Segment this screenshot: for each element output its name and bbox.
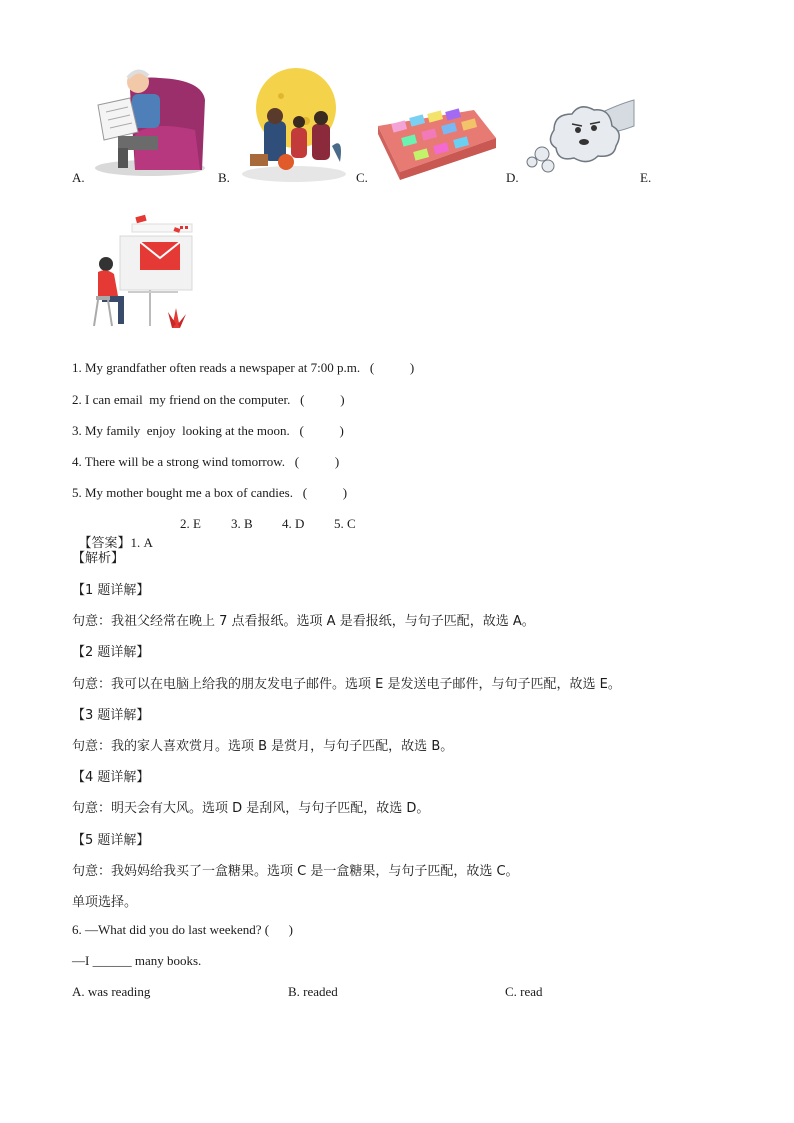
- analysis-2-head: 【2 题详解】: [72, 645, 150, 660]
- question-1: 1. My grandfather often reads a newspaper at 7:00 p.m. ( ): [72, 360, 415, 375]
- option-d-picture: [524, 96, 636, 180]
- option-c-letter: C.: [356, 170, 368, 185]
- question-3: 3. My family enjoy looking at the moon. ( ): [72, 423, 344, 438]
- option-d-letter: D.: [506, 170, 519, 185]
- answer-3: 3. B: [231, 516, 253, 531]
- analysis-2-text: 句意：我可以在电脑上给我的朋友发电子邮件。选项 E 是发送电子邮件，与句子匹配，故选 E。: [72, 677, 621, 692]
- question-6-choice-a: A. was reading: [72, 984, 151, 999]
- strong-wind-cloud-icon: [524, 96, 636, 180]
- woman-emailing-computer-icon: [88, 212, 200, 332]
- analysis-tag: 【解析】: [72, 551, 125, 566]
- analysis-3-text: 句意：我的家人喜欢赏月。选项 B 是赏月，与句子匹配，故选 B。: [72, 739, 454, 754]
- question-6-choice-b: B. readed: [288, 984, 338, 999]
- analysis-5-head: 【5 题详解】: [72, 833, 150, 848]
- option-b-letter: B.: [218, 170, 230, 185]
- answer-line: [72, 516, 153, 551]
- box-of-candies-icon: [374, 96, 498, 180]
- question-6-stem: 6. —What did you do last weekend? ( ): [72, 922, 293, 937]
- option-a-letter: A.: [72, 170, 85, 185]
- option-b-picture: [236, 66, 348, 184]
- answer-4: 4. D: [282, 516, 305, 531]
- grandfather-reading-newspaper-icon: [90, 60, 210, 180]
- answer-1: 1. A: [130, 535, 153, 550]
- question-2: 2. I can email my friend on the computer. ( ): [72, 392, 345, 407]
- analysis-4-head: 【4 题详解】: [72, 770, 150, 785]
- family-watching-moon-icon: [236, 66, 348, 184]
- analysis-1-text: 句意：我祖父经常在晚上 7 点看报纸。选项 A 是看报纸，与句子匹配，故选 A。: [72, 614, 535, 629]
- analysis-1-head: 【1 题详解】: [72, 583, 150, 598]
- analysis-5-text: 句意：我妈妈给我买了一盒糖果。选项 C 是一盒糖果，与句子匹配，故选 C。: [72, 864, 519, 879]
- section-title: 单项选择。: [72, 895, 138, 910]
- option-a-picture: [90, 60, 210, 180]
- option-c-picture: [374, 96, 498, 180]
- answer-2: 2. E: [180, 516, 201, 531]
- option-e-picture: [88, 212, 200, 332]
- answer-5: 5. C: [334, 516, 356, 531]
- answer-tag: 【答案】: [78, 536, 131, 551]
- question-4: 4. There will be a strong wind tomorrow. ( ): [72, 454, 340, 469]
- question-6-reply: —I ______ many books.: [72, 953, 202, 968]
- question-5: 5. My mother bought me a box of candies. ( ): [72, 485, 348, 500]
- analysis-3-head: 【3 题详解】: [72, 708, 150, 723]
- option-e-letter: E.: [640, 170, 652, 185]
- analysis-4-text: 句意：明天会有大风。选项 D 是刮风，与句子匹配，故选 D。: [72, 801, 430, 816]
- question-6-choice-c: C. read: [505, 984, 543, 999]
